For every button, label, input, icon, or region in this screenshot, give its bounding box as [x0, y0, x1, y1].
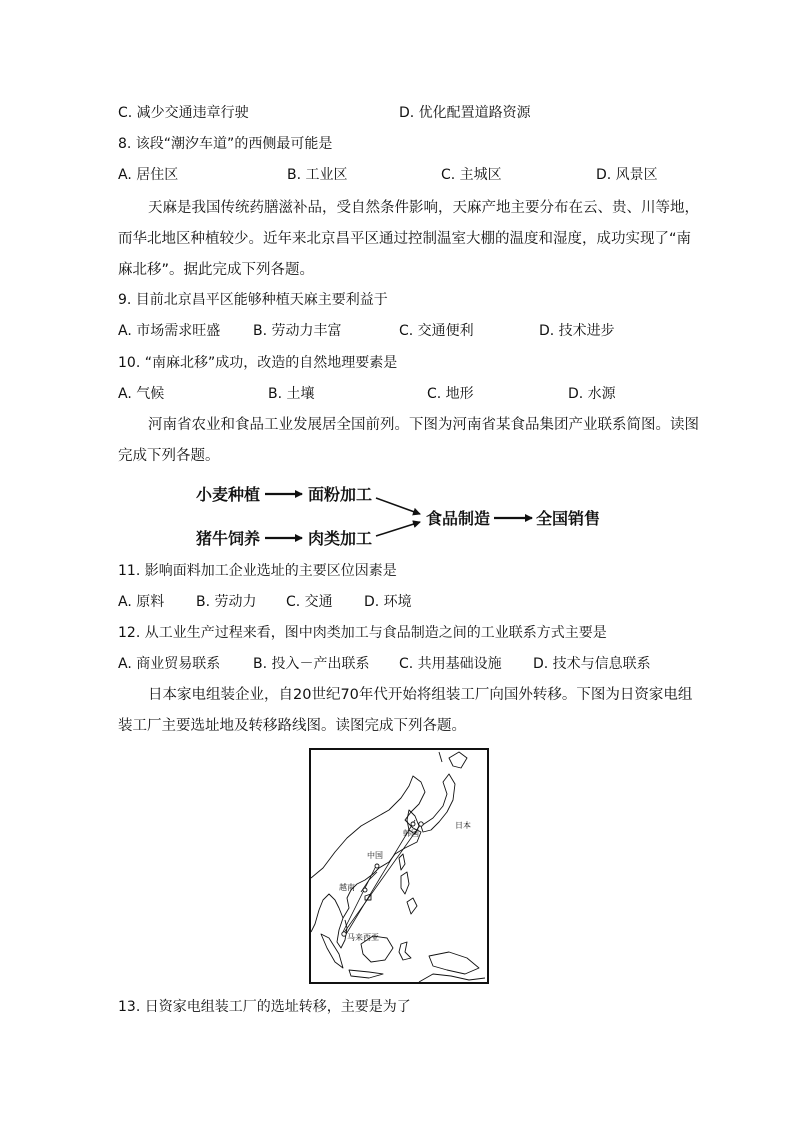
- q9-option-b: B. 劳动力丰富: [253, 323, 342, 339]
- q9-stem: 9. 目前北京昌平区能够种植天麻主要利益于: [118, 292, 388, 308]
- map-label-vietnam: 越南: [339, 883, 355, 892]
- passage-japan-line2: 装工厂主要选址地及转移路线图。读图完成下列各题。: [118, 718, 466, 734]
- flow-node-flour: 面粉加工: [308, 485, 373, 504]
- q8-option-a: A. 居住区: [118, 167, 179, 183]
- q11-stem: 11. 影响面料加工企业选址的主要区位因素是: [118, 563, 397, 579]
- flow-node-sales: 全国销售: [536, 509, 601, 528]
- q12-option-d: D. 技术与信息联系: [533, 656, 651, 672]
- map-label-japan: 日本: [455, 821, 471, 830]
- q11-option-d: D. 环境: [364, 594, 412, 610]
- malaysia-dot: [342, 932, 346, 936]
- q11-option-a: A. 原料: [118, 594, 165, 610]
- q9-option-d: D. 技术进步: [539, 323, 615, 339]
- q11-option-c: C. 交通: [286, 594, 333, 610]
- industry-flow-diagram: [190, 478, 620, 554]
- q7-option-c: C. 减少交通违章行驶: [118, 105, 249, 121]
- q12-options-row: [0, 654, 794, 674]
- q7-options-row: [0, 103, 794, 123]
- q10-options-row: [0, 384, 794, 404]
- flow-node-food: 食品制造: [426, 509, 491, 528]
- flow-node-livestock: 猪牛饲养: [196, 529, 261, 548]
- q9-option-c: C. 交通便利: [399, 323, 474, 339]
- flow-arrow-flour-food: [376, 498, 420, 514]
- passage-tianma-line3: 麻北移”。据此完成下列各题。: [118, 262, 315, 278]
- q8-option-d: D. 风景区: [596, 167, 658, 183]
- q8-stem: 8. 该段“潮汐车道”的西侧最可能是: [118, 136, 333, 152]
- q10-option-a: A. 气候: [118, 386, 165, 402]
- vietnam-dot: [363, 888, 367, 892]
- q10-option-d: D. 水源: [568, 386, 616, 402]
- q10-stem: 10. “南麻北移”成功，改造的自然地理要素是: [118, 355, 398, 371]
- china-dot: [375, 864, 379, 868]
- map-label-korea: 韩国: [403, 829, 419, 838]
- q11-options-row: [0, 592, 794, 612]
- q12-stem: 12. 从工业生产过程来看，图中肉类加工与食品制造之间的工业联系方式主要是: [118, 625, 607, 641]
- japan-dot: [419, 822, 423, 826]
- flow-node-wheat: 小麦种植: [196, 485, 261, 504]
- map-label-china: 中国: [367, 851, 383, 860]
- passage-tianma-line2: 而华北地区种植较少。近年来北京昌平区通过控制温室大棚的温度和湿度，成功实现了“南: [118, 231, 692, 247]
- q12-option-b: B. 投入－产出联系: [253, 656, 370, 672]
- korea-dot: [411, 822, 415, 826]
- q12-option-c: C. 共用基础设施: [399, 656, 502, 672]
- q9-option-a: A. 市场需求旺盛: [118, 323, 221, 339]
- factory-relocation-map: [309, 748, 489, 984]
- q8-option-b: B. 工业区: [287, 167, 348, 183]
- q13-stem: 13. 日资家电组装工厂的选址转移，主要是为了: [118, 999, 411, 1015]
- q9-options-row: [0, 321, 794, 341]
- q8-options-row: [0, 165, 794, 185]
- flow-arrow-meat-food: [376, 522, 420, 536]
- map-frame: [310, 749, 488, 983]
- map-label-malaysia: 马来西亚: [347, 933, 379, 942]
- passage-henan-line1: 河南省农业和食品工业发展居全国前列。下图为河南省某食品集团产业联系简图。读图: [148, 417, 699, 433]
- q8-option-c: C. 主城区: [441, 167, 502, 183]
- passage-japan-line1: 日本家电组装企业，自20世纪70年代开始将组装工厂向国外转移。下图为日资家电组: [148, 687, 693, 703]
- q12-option-a: A. 商业贸易联系: [118, 656, 221, 672]
- q10-option-b: B. 土壤: [268, 386, 315, 402]
- q11-option-b: B. 劳动力: [196, 594, 257, 610]
- q10-option-c: C. 地形: [427, 386, 474, 402]
- q7-option-d: D. 优化配置道路资源: [399, 105, 531, 121]
- flow-node-meat: 肉类加工: [308, 529, 373, 548]
- passage-tianma-line1: 天麻是我国传统药膳滋补品，受自然条件影响，天麻产地主要分布在云、贵、川等地，: [148, 200, 699, 216]
- passage-henan-line2: 完成下列各题。: [118, 448, 220, 464]
